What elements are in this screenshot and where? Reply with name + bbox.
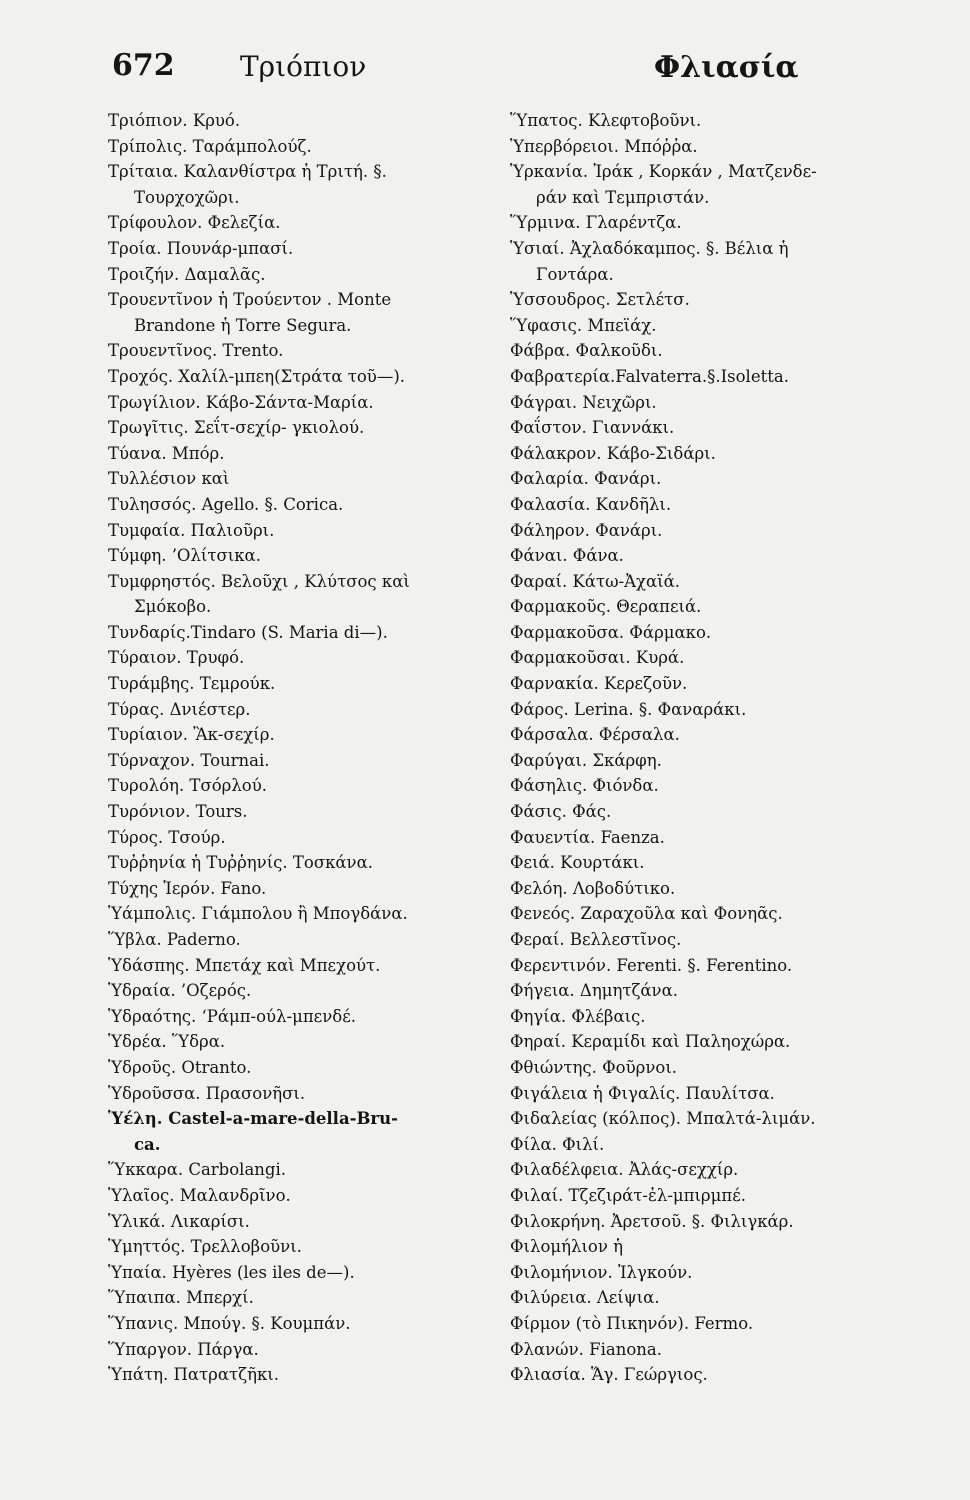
dictionary-entry: Τροία. Πουνάρ-μπασί. xyxy=(108,238,294,258)
dictionary-entry: Φαλαρία. Φανάρι. xyxy=(510,469,662,489)
dictionary-entry: Ὕπαιπα. Μπερχί. xyxy=(108,1288,254,1308)
dictionary-entry: Ὑρκανία. Ἰράκ , Κορκάν , Ματζενδε- xyxy=(510,162,817,182)
dictionary-entry: Τύρας. Δνιέστερ. xyxy=(108,699,251,719)
dictionary-entry: Φιλομήνιον. Ἰλγκούν. xyxy=(510,1262,693,1282)
dictionary-entry: Ὑδραία. ’Οζερός. xyxy=(108,981,252,1001)
dictionary-entry: Φελόη. Λοβοδύτικο. xyxy=(510,878,676,898)
dictionary-entry: Τροχός. Χαλίλ-μπεη(Στράτα τοῦ—). xyxy=(108,366,406,386)
dictionary-entry: Τρουεντῖνον ἡ Τρούεντον . Monte xyxy=(108,290,392,310)
dictionary-entry: Φηγία. Φλέβαις. xyxy=(510,1006,646,1026)
dictionary-entry: Φάσις. Φάς. xyxy=(510,802,612,822)
dictionary-entry: Ὑσιαί. Ἀχλαδόκαμπος. §. Βέλια ἡ xyxy=(510,238,789,258)
dictionary-entry: Τυράμβης. Τεμρούκ. xyxy=(108,674,276,694)
dictionary-entry: Φάσηλις. Φιόνδα. xyxy=(510,776,659,796)
running-head-last-entry: Φλιασία xyxy=(654,50,799,85)
dictionary-entry: Φαλασία. Κανδῆλι. xyxy=(510,494,672,514)
dictionary-entry: Φλιασία. Ἅγ. Γεώργιος. xyxy=(510,1365,708,1385)
dictionary-entry: Ὑδροῦσσα. Πρασονῆσι. xyxy=(108,1083,306,1103)
dictionary-entry: Ὕπατος. Κλεφτοβοῦνι. xyxy=(510,111,702,130)
dictionary-entry: Τρίταια. Καλανθίστρα ἡ Τριτή. §. xyxy=(108,162,387,182)
dictionary-entry: Τρίφουλον. Φελεζία. xyxy=(108,213,281,233)
dictionary-entry: Φιδαλείας (κόλπος). Μπαλτά-λιμάν. xyxy=(510,1109,816,1129)
dictionary-entry: Ὕπανις. Μπούγ. §. Κουμπάν. xyxy=(108,1313,351,1333)
dictionary-entry: Τύρος. Τσούρ. xyxy=(108,827,226,847)
dictionary-entry: Φάβρα. Φαλκοῦδι. xyxy=(510,341,663,361)
dictionary-entry: Φίρμον (τὸ Πικηνόν). Fermo. xyxy=(510,1313,754,1333)
entry-continuation-line: Brandone ἡ Torre Segura. xyxy=(134,315,352,335)
dictionary-entry: Ὑπάτη. Πατρατζῆκι. xyxy=(108,1365,280,1385)
dictionary-entry: Φαρύγαι. Σκάρφη. xyxy=(510,750,662,770)
dictionary-entry: Φαρμακοῦς. Θεραπειά. xyxy=(510,597,702,617)
dictionary-entry: Τυνδαρίς.Tindaro (S. Maria di—). xyxy=(108,622,388,642)
dictionary-entry: Ὑδρέα. Ὕδρα. xyxy=(108,1032,226,1052)
entry-continuation-line: Γοντάρα. xyxy=(536,264,614,284)
dictionary-entry: Φενεός. Ζαραχοῦλα καὶ Φονηᾶς. xyxy=(510,904,783,924)
entry-continuation-line: ca. xyxy=(134,1134,161,1154)
dictionary-entry: Φειά. Κουρτάκι. xyxy=(510,853,645,873)
dictionary-entry: Ὑλαῖος. Μαλανδρῖνο. xyxy=(108,1185,291,1205)
page-header xyxy=(0,48,970,98)
dictionary-entry: Φίλα. Φιλί. xyxy=(510,1134,605,1154)
dictionary-entry: Φαυεντία. Faenza. xyxy=(510,827,665,847)
dictionary-entry: Φάγραι. Νειχῶρι. xyxy=(510,392,657,412)
dictionary-entry: Φήγεια. Δημητζάνα. xyxy=(510,981,678,1001)
dictionary-entry: Φάλακρον. Κάβο-Σιδάρι. xyxy=(510,443,716,463)
dictionary-entry: Ὕβλα. Paderno. xyxy=(108,930,241,949)
dictionary-entry: Ὕπαργον. Πάργα. xyxy=(108,1339,259,1359)
dictionary-entry: Ὑδάσπης. Μπετάχ καὶ Μπεχούτ. xyxy=(108,955,381,975)
dictionary-entry: Τυρολόη. Τσόρλού. xyxy=(108,776,268,796)
dictionary-entry: Φάληρον. Φανάρι. xyxy=(510,520,663,540)
dictionary-entry: Φλανών. Fianona. xyxy=(510,1339,662,1359)
dictionary-entry: Ὑπερβόρειοι. Μπόῤῥα. xyxy=(510,136,698,156)
dictionary-entry: Τύραιον. Τρυφό. xyxy=(108,648,245,668)
dictionary-entry: Φαραί. Κάτω-Ἀχαϊά. xyxy=(510,571,681,591)
dictionary-entry: Ὕκκαρα. Carbolangi. xyxy=(108,1160,286,1180)
dictionary-entry: Τύρναχον. Tournai. xyxy=(108,750,270,770)
dictionary-entry: Φερεντινόν. Ferenti. §. Ferentino. xyxy=(510,955,793,975)
dictionary-entry: Τυλησσός. Agello. §. Corica. xyxy=(108,494,344,514)
dictionary-entry: Φαρνακία. Κερεζοῦν. xyxy=(510,674,688,694)
dictionary-entry: Ὑέλη. Castel-a-mare-della-Bru- xyxy=(108,1109,398,1129)
dictionary-entry: Φηραί. Κεραμίδι καὶ Παληοχώρα. xyxy=(510,1032,791,1052)
dictionary-entry: Φάρσαλα. Φέρσαλα. xyxy=(510,725,680,745)
entry-continuation-line: Τουρχοχῶρι. xyxy=(134,187,240,207)
dictionary-entry: Τυμφρηστός. Βελοῦχι , Κλύτσος καὶ xyxy=(108,571,410,591)
dictionary-entry: Φιλοκρήνη. Ἀρετσοῦ. §. Φιλιγκάρ. xyxy=(510,1211,794,1231)
dictionary-entry: Φαρμακοῦσα. Φάρμακο. xyxy=(510,622,712,642)
dictionary-entry: Φιλύρεια. Λείψια. xyxy=(510,1288,660,1308)
dictionary-entry: Φαβρατερία.Falvaterra.§.Isoletta. xyxy=(510,366,789,386)
dictionary-entry: Τύανα. Μπόρ. xyxy=(108,443,225,463)
dictionary-entry: Ὑπαία. Hyères (les iles de—). xyxy=(108,1262,355,1282)
dictionary-entry: Ὑμηττός. Τρελλοβοῦνι. xyxy=(108,1237,302,1257)
dictionary-entry: Φάρος. Lerina. §. Φαναράκι. xyxy=(510,699,747,719)
dictionary-entry: Τυῤῥηνία ἡ Τυῤῥηνίς. Τοσκάνα. xyxy=(108,853,373,873)
dictionary-entry: Ὑλικά. Λικαρίσι. xyxy=(108,1211,250,1231)
entry-continuation-line: ράν καὶ Τεμπριστάν. xyxy=(536,187,710,207)
dictionary-entry: Τριόπιον. Κρυό. xyxy=(108,111,241,130)
dictionary-entry: Τρίπολις. Ταράμπολούζ. xyxy=(108,136,312,156)
dictionary-entry: Τρουεντῖνος. Trento. xyxy=(108,341,284,361)
dictionary-entry: Φαρμακοῦσαι. Κυρά. xyxy=(510,648,685,668)
dictionary-entry: Ὑσσουδρος. Σετλέτσ. xyxy=(510,290,690,310)
dictionary-entry: Τρωγίλιον. Κάβο-Σάντα-Μαρία. xyxy=(108,392,374,412)
dictionary-entry: Ὑδραότης. ‘Ράμπ-ούλ-μπενδέ. xyxy=(108,1006,356,1026)
dictionary-entry: Τύμφη. ’Ολίτσικα. xyxy=(108,546,261,566)
dictionary-entry: Φιγάλεια ἡ Φιγαλίς. Παυλίτσα. xyxy=(510,1083,775,1103)
dictionary-entry: Τυλλέσιον καὶ xyxy=(108,469,230,489)
dictionary-entry: Ὑάμπολις. Γιάμπολου ἢ Μπογδάνα. xyxy=(108,904,408,924)
right-column xyxy=(510,108,910,1388)
dictionary-entry: Φεραί. Βελλεστῖνος. xyxy=(510,930,682,949)
dictionary-entry: Ὕρμινα. Γλαρέντζα. xyxy=(510,213,682,233)
page-number: 672 xyxy=(112,48,175,83)
dictionary-entry: Φάναι. Φάνα. xyxy=(510,546,624,566)
dictionary-entry: Φιλαί. Τζεζιράτ-ἐλ-μπιρμπέ. xyxy=(510,1185,746,1205)
dictionary-entry: Φιλαδέλφεια. Ἀλάς-σεχχίρ. xyxy=(510,1160,739,1180)
dictionary-entry: Ὕφασις. Μπεϊάχ. xyxy=(510,315,657,335)
running-head-first-entry: Τριόπιον xyxy=(240,50,367,83)
dictionary-entry: Φιλομήλιον ἡ xyxy=(510,1237,624,1257)
dictionary-entry: Φθιώντης. Φοῦρνοι. xyxy=(510,1057,678,1077)
entry-continuation-line: Σμόκοβο. xyxy=(134,597,212,617)
dictionary-entry: Ὑδροῦς. Otranto. xyxy=(108,1057,252,1077)
dictionary-entry: Τυρόνιον. Tours. xyxy=(108,802,248,822)
dictionary-entry: Τύχης Ἱερόν. Fano. xyxy=(108,878,267,898)
dictionary-entry: Τρωγῖτις. Σεΐτ-σεχίρ- γκιολού. xyxy=(108,418,365,438)
dictionary-entry: Τυρίαιον. Ἂκ-σεχίρ. xyxy=(108,725,275,745)
left-column xyxy=(108,108,488,1388)
dictionary-entry: Φαΐστον. Γιαννάκι. xyxy=(510,418,675,438)
dictionary-entry: Τυμφαία. Παλιοῦρι. xyxy=(108,520,275,540)
dictionary-entry: Τροιζήν. Δαμαλᾶς. xyxy=(108,264,266,284)
